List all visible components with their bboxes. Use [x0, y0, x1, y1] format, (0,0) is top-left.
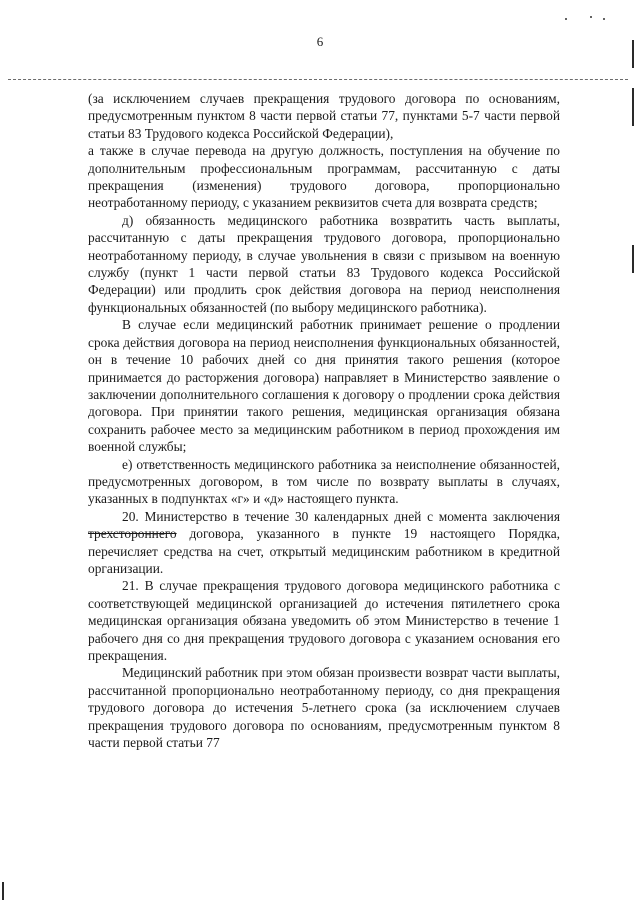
scan-edge-mark [632, 40, 634, 68]
paragraph-transfer: а также в случае перевода на другую должность, поступления на обучение по дополнительным профессиональным программам, рассчитанную с даты прекращения (изменения) трудового договора, пропорционально неотработанному периоду, с указанием реквизитов счета для возврата средств; [88, 143, 560, 211]
paragraph-item-e: е) ответственность медицинского работника за неисполнение обязанностей, предусмотренных договором, в том числе по возврату выплаты в случаях, указанных в подпунктах «г» и «д» настоящего пункта. [88, 456, 560, 507]
paragraph-20-start: 20. Министерство в течение 30 календарных дней с момента заключения [122, 508, 560, 524]
scan-dot [590, 16, 592, 18]
paragraph-20-end: договора, указанного в пункте 19 настоящего Порядка, перечисляет средства на счет, открытый медицинским работником в кредитной организации. [88, 526, 560, 576]
struck-word: трехстороннего [88, 526, 177, 542]
document-body [88, 90, 560, 751]
paragraph-20 [88, 508, 560, 578]
header-rule [8, 79, 628, 80]
scan-edge-mark [632, 245, 634, 273]
paragraph-exceptions: (за исключением случаев прекращения трудового договора по основаниям, предусмотренным пунктом 8 части первой статьи 77, пунктами 5-7 части первой статьи 83 Трудового кодекса Российской Федерации), [88, 91, 560, 141]
scan-edge-mark [2, 882, 4, 900]
scan-dot [603, 18, 605, 20]
paragraph-21: 21. В случае прекращения трудового договора медицинского работника с соответствующей медицинской организацией до истечения пятилетнего срока медицинская организация обязана уведомить об этом Министерство в течение 1 рабочего дня со дня прекращения трудового договора с указанием основания его прекращения. [88, 578, 560, 663]
scan-dot [565, 18, 567, 20]
paragraph-item-d: д) обязанность медицинского работника возвратить часть выплаты, рассчитанную с даты прекращения трудового договора, пропорционально неотработанному периоду, в случае увольнения в связи с призывом на военную службу (пункт 1 части первой статьи 83 Трудового кодекса Российской Федерации) или продлить срок действия договора на период неисполнения функциональных обязанностей (по выбору медицинского работника). [88, 212, 560, 315]
page-number: 6 [316, 34, 324, 49]
paragraph-extension: В случае если медицинский работник принимает решение о продлении срока действия договора на период неисполнения функциональных обязанностей, он в течение 10 рабочих дней со дня принятия такого решения (которое принимается до расторжения договора) направляет в Министерство заявление о заключении дополнительного соглашения к договору о продлении срока действия договора. При принятии такого решения, медицинская организация обязана сохранить рабочее место за медицинским работником в период прохождения им военной службы; [88, 317, 560, 455]
scan-edge-mark [632, 88, 634, 126]
paragraph-refund: Медицинский работник при этом обязан произвести возврат части выплаты, рассчитанной пропорционально неотработанному периоду, со дня прекращения трудового договора до истечения 5-летнего срока (за исключением случаев прекращения трудового договора по основаниям, предусмотренным пунктом 8 части первой статьи 77 [88, 665, 560, 751]
